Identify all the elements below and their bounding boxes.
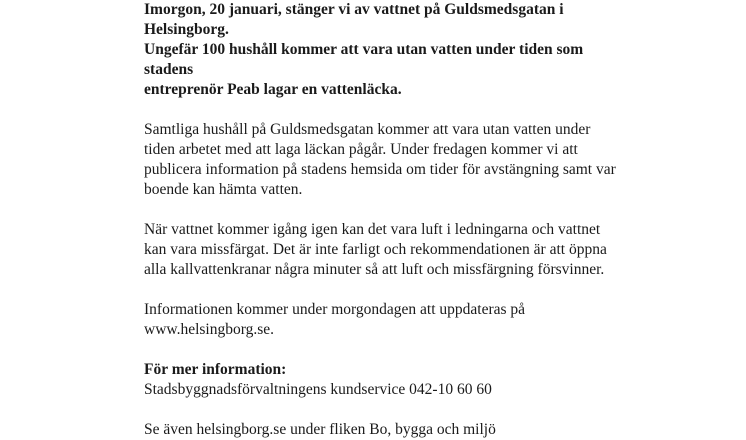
- body-paragraph-2: När vattnet kommer igång igen kan det vara luft i ledningarna och vattnet kan vara missfärgat. Det är inte farligt och rekommendationen är att öppna alla kallvattenkranar några minuter så att luft och missfärgning försvinner.: [144, 221, 607, 278]
- press-release: [144, 0, 624, 440]
- body-paragraph-3: Informationen kommer under morgondagen att uppdateras på www.helsingborg.se.: [144, 301, 526, 338]
- lead-paragraph: Imorgon, 20 januari, stänger vi av vattnet på Guldsmedsgatan i Helsingborg. Ungefär 100 hushåll kommer att vara utan vatten under tiden som stadens entreprenör Peab lagar en vattenläcka.: [144, 1, 584, 98]
- body-paragraph-1: Samtliga hushåll på Guldsmedsgatan kommer att vara utan vatten under tiden arbetet med att laga läckan pågår. Under fredagen kommer vi att publicera information på stadens hemsida om tider för avstängning samt var boende kan hämta vatten.: [144, 121, 616, 198]
- contact-line: Stadsbyggnadsförvaltningens kundservice 042-10 60 60: [144, 381, 492, 398]
- contact-block: [144, 360, 624, 400]
- footer-note: Se även helsingborg.se under fliken Bo, bygga och miljö: [144, 421, 496, 438]
- contact-heading: För mer information:: [144, 361, 287, 378]
